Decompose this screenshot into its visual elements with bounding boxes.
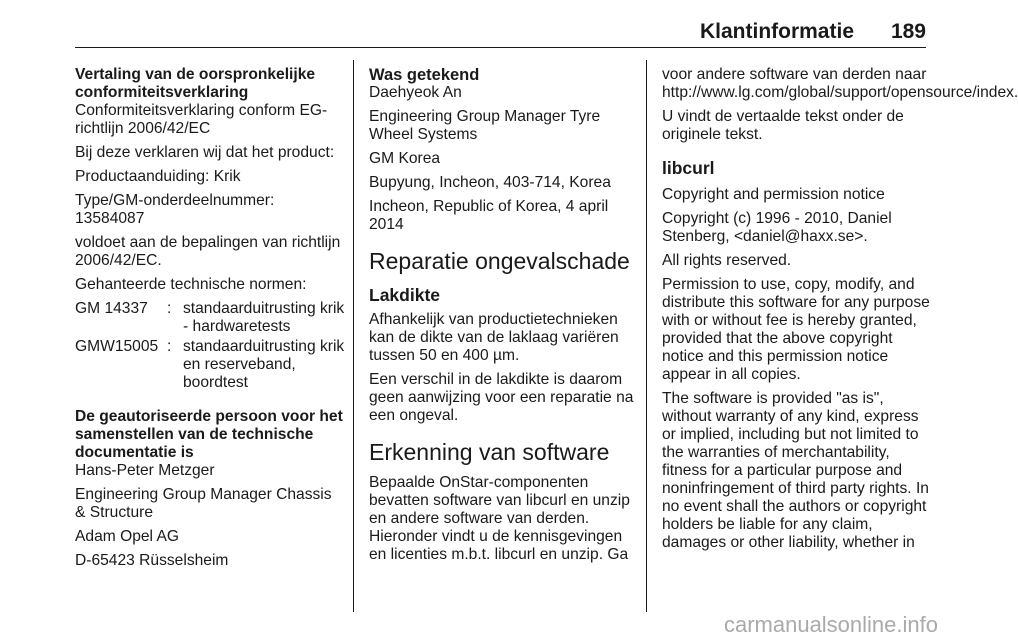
norms-table xyxy=(75,300,345,394)
column-middle xyxy=(369,66,637,570)
paragraph: GM Korea xyxy=(369,150,441,167)
norm-code: GMW15005 xyxy=(75,338,159,355)
section-heading-accident-repair: Reparatie ongevalschade xyxy=(369,248,630,274)
paragraph: voldoet aan de bepalingen van richtlijn 2006/42/EC. xyxy=(75,234,341,269)
page-header xyxy=(75,18,926,48)
paragraph: Copyright (c) 1996 - 2010, Daniel Stenberg, <daniel@haxx.se>. xyxy=(662,210,892,245)
paragraph: Engineering Group Manager Chassis & Structure xyxy=(75,486,332,521)
paragraph: U vindt de vertaalde tekst onder de originele tekst. xyxy=(662,108,904,143)
subheading-paint-thickness: Lakdikte xyxy=(369,285,440,305)
paragraph: Daehyeok An xyxy=(369,84,462,101)
subheading-libcurl: libcurl xyxy=(662,158,715,178)
norm-code: GM 14337 xyxy=(75,300,148,317)
signed-heading: Was getekend xyxy=(369,66,480,84)
paragraph: The software is provided "as is", without warranty of any kind, express or implied, including but not limited to the warranties of merchantability, fitness for a particular purpose and noninfringement of third party rights. In no event shall the authors or copyright holders be liable for any claim, damages or other liability, whether in xyxy=(662,390,929,551)
norm-description: standaarduitrusting krik en reserveband, boordtest xyxy=(183,338,345,391)
column-left xyxy=(75,66,345,576)
declaration-heading: Vertaling van de oorspronkelijke conformiteitsverklaring xyxy=(75,66,316,101)
table-row xyxy=(75,338,345,394)
paragraph: Incheon, Republic of Korea, 4 april 2014 xyxy=(369,198,609,233)
paragraph: Engineering Group Manager Tyre Wheel Systems xyxy=(369,108,601,143)
column-right xyxy=(662,66,1018,558)
page-title: Klantinformatie xyxy=(699,20,854,43)
norm-description: standaarduitrusting krik - hardwaretests xyxy=(183,300,345,335)
paragraph: All rights reserved. xyxy=(662,252,792,269)
paragraph: Productaanduiding: Krik xyxy=(75,168,241,185)
norm-separator: : xyxy=(167,300,172,317)
paragraph: Conformiteitsverklaring conform EG-richtlijn 2006/42/EC xyxy=(75,102,328,137)
paragraph: voor andere software van derden naar http://www.lg.com/global/support/opensource/index. xyxy=(662,66,1018,101)
paragraph: Hans-Peter Metzger xyxy=(75,462,215,479)
paragraph: Bupyung, Incheon, 403-714, Korea xyxy=(369,174,611,191)
column-divider xyxy=(646,60,647,612)
paragraph: Copyright and permission notice xyxy=(662,186,885,203)
paragraph: Adam Opel AG xyxy=(75,528,180,545)
paragraph: Gehanteerde technische normen: xyxy=(75,276,307,293)
paragraph: Permission to use, copy, modify, and distribute this software for any purpose with or without fee is hereby granted, provided that the above copyright notice and this permission notice appear in all copies. xyxy=(662,276,930,383)
column-divider xyxy=(353,60,354,612)
paragraph: D-65423 Rüsselsheim xyxy=(75,552,229,569)
table-row xyxy=(75,300,345,338)
paragraph: Afhankelijk van productietechnieken kan de dikte van de laklaag variëren tussen 50 en 400 µm. xyxy=(369,311,619,364)
authorized-person-heading: De geautoriseerde persoon voor het samenstellen van de technische documentatie is xyxy=(75,408,343,461)
watermark-text: carmanualsonline.info xyxy=(723,612,938,637)
section-heading-software: Erkenning van software xyxy=(369,439,610,465)
paragraph: Type/GM-onderdeelnummer: 13584087 xyxy=(75,192,275,227)
norm-separator: : xyxy=(167,338,172,355)
paragraph: Bepaalde OnStar-componenten bevatten software van libcurl en unzip en andere software van derden. Hieronder vindt u de kennisgevingen en licenties m.b.t. libcurl en unzip. Ga xyxy=(369,474,630,563)
paragraph: Een verschil in de lakdikte is daarom geen aanwijzing voor een reparatie na een ongeval. xyxy=(369,371,634,424)
paragraph: Bij deze verklaren wij dat het product: xyxy=(75,144,335,161)
page-number: 189 xyxy=(890,20,926,43)
